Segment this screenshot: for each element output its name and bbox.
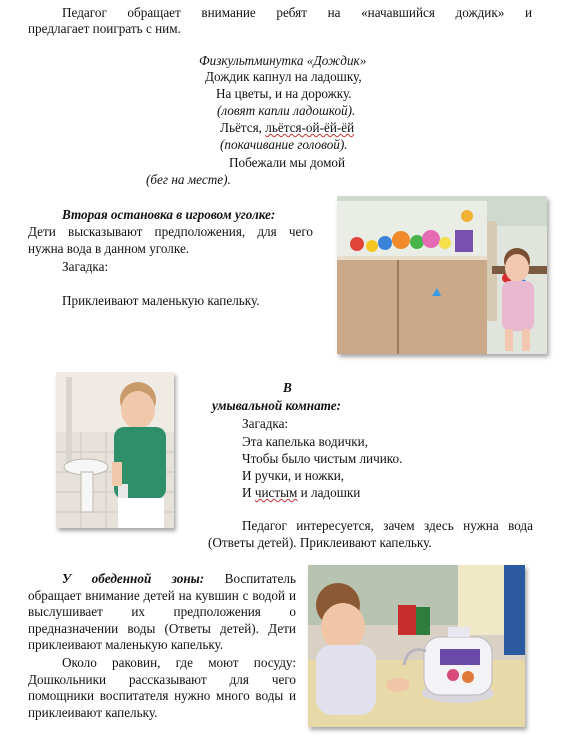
paragraph-text: Воспитатель обращает внимание детей на кувшин с водой и выслушивает их предположения о предназначении воды (Ответы детей). Дети приклеивают маленькую капельку. [28, 571, 296, 652]
section-heading: умывальной комнате: [212, 398, 341, 413]
poem-line-part: Льётся, [220, 120, 266, 135]
riddle-line: Эта капелька водички, [242, 434, 369, 449]
poem-line: (покачивание головой). [220, 137, 348, 152]
poem-line: На цветы, и на дорожку. [216, 86, 352, 101]
photo-dining-image [308, 565, 525, 727]
riddle-line: И ручки, и ножки, [242, 468, 345, 483]
section-heading: Вторая остановка в игровом уголке: [62, 207, 276, 222]
paragraph: Приклеивают маленькую капельку. [62, 293, 260, 308]
poem-line: Дождик капнул на ладошку, [205, 69, 362, 84]
photo-washroom [56, 372, 174, 528]
intro-line-2: предлагает поиграть с ним. [28, 21, 181, 36]
photo-play-corner [337, 196, 547, 354]
riddle-line: Чтобы было чистым личико. [242, 451, 403, 466]
riddle-line-part: И [242, 485, 255, 500]
poem-line: (бег на месте). [146, 172, 231, 187]
poem-line: (ловят капли ладошкой). [217, 103, 356, 118]
paragraph: Около раковин, где моют посуду: Дошкольники рассказывают для чего помощники воспитателя нужно много воды и приклеивают капельку. [28, 655, 296, 720]
section-heading: У обеденной зоны: [62, 571, 205, 586]
riddle-label: Загадка: [242, 416, 289, 431]
poem-title: Физкультминутка «Дождик» [199, 53, 367, 68]
poem-line-part: льётся-ой-ёй-ёй [265, 120, 355, 135]
riddle-line [242, 485, 360, 501]
section-heading: В [283, 380, 292, 395]
photo-play-corner-image [337, 196, 547, 354]
paragraph: Дети высказывают предположения, для чего нужна вода в данном уголке. [28, 224, 313, 256]
intro-line-1: Педагог обращает внимание ребят на «начавшийся дождик» и [62, 5, 532, 20]
poem-line: Побежали мы домой [229, 155, 346, 170]
riddle-line-part: и ладошки [297, 485, 361, 500]
photo-washroom-image [56, 372, 174, 528]
paragraph: Педагог интересуется, зачем здесь нужна вода (Ответы детей). Приклеивают капельку. [208, 518, 533, 550]
photo-dining [308, 565, 525, 727]
paragraph [28, 571, 296, 654]
poem-line [220, 120, 354, 136]
riddle-label: Загадка: [62, 259, 109, 274]
riddle-line-part: чистым [254, 485, 298, 500]
